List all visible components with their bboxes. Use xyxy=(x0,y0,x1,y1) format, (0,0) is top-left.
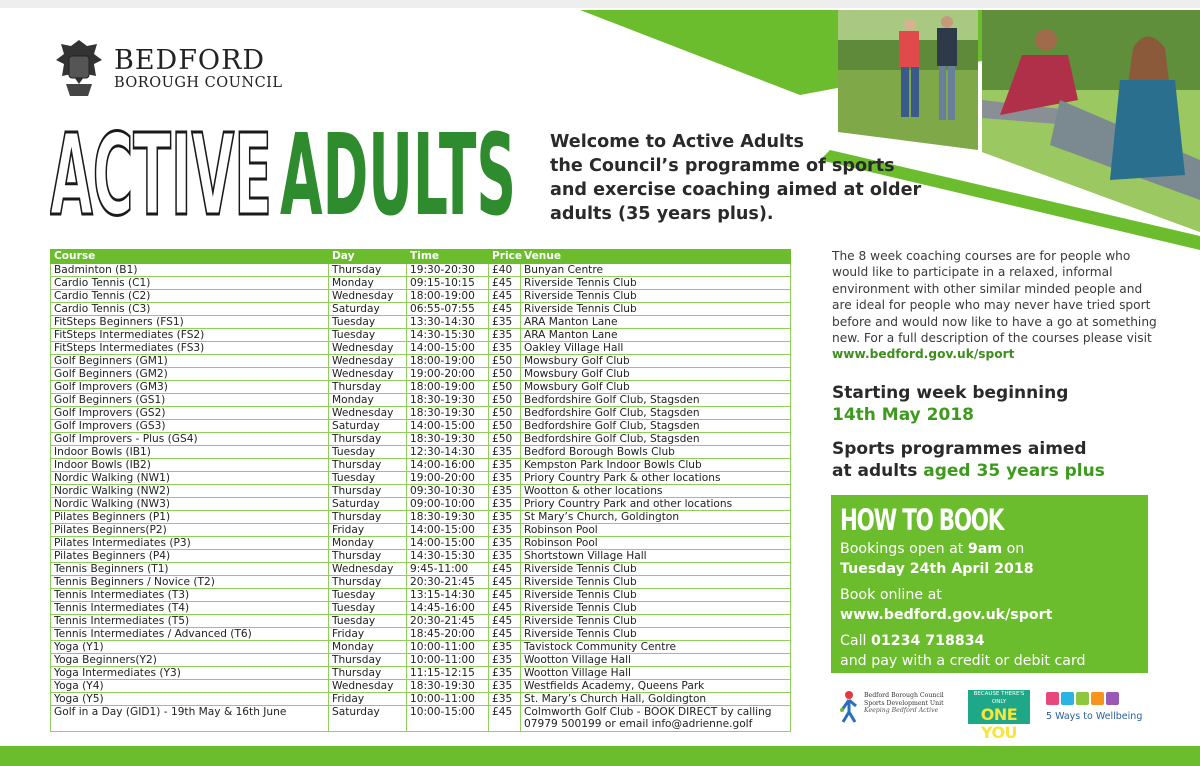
how-to-book-title: HOW TO BOOK xyxy=(840,503,1004,537)
cell-price: £50 xyxy=(489,355,521,368)
cell-course: Tennis Intermediates (T3) xyxy=(51,589,329,602)
cell-venue: Oakley Village Hall xyxy=(521,342,791,355)
cell-day: Friday xyxy=(329,524,407,537)
cell-venue: Bedfordshire Golf Club, Stagsden xyxy=(521,407,791,420)
cell-day: Thursday xyxy=(329,381,407,394)
cell-day: Tuesday xyxy=(329,472,407,485)
table-row xyxy=(51,680,791,693)
cell-day: Monday xyxy=(329,537,407,550)
cell-course: Cardio Tennis (C3) xyxy=(51,303,329,316)
cell-time: 18:30-19:30 xyxy=(407,407,489,420)
table-header-row xyxy=(51,250,791,264)
cell-venue: Robinson Pool xyxy=(521,537,791,550)
cell-price: £35 xyxy=(489,472,521,485)
sdu-line-2: Sports Development Unit xyxy=(864,699,944,707)
cell-price: £35 xyxy=(489,485,521,498)
cell-day: Thursday xyxy=(329,485,407,498)
cell-course: Yoga (Y1) xyxy=(51,641,329,654)
cell-course: Tennis Beginners / Novice (T2) xyxy=(51,576,329,589)
cell-time: 10:00-11:00 xyxy=(407,654,489,667)
cell-day: Saturday xyxy=(329,706,407,732)
cell-course: Golf in a Day (GID1) - 19th May & 16th June xyxy=(51,706,329,732)
cell-venue: Riverside Tennis Club xyxy=(521,589,791,602)
table-row xyxy=(51,420,791,433)
cell-day: Thursday xyxy=(329,433,407,446)
cell-course: Yoga Intermediates (Y3) xyxy=(51,667,329,680)
header-course: Course xyxy=(51,250,329,264)
cell-venue: Riverside Tennis Club xyxy=(521,602,791,615)
intro-text: The 8 week coaching courses are for people who would like to participate in a relaxed, informal environment with other similar minded people and are ideal for people who may never have tried sport before and would now like to have a go at something new. For a full description of the courses please visit xyxy=(832,249,1157,346)
cell-price: £45 xyxy=(489,576,521,589)
start-date: 14th May 2018 xyxy=(832,405,974,425)
cell-venue: St. Mary’s Church Hall, Goldington xyxy=(521,693,791,706)
start-line-1: Starting week beginning xyxy=(832,383,1069,403)
cell-day: Friday xyxy=(329,693,407,706)
cell-time: 10:00-15:00 xyxy=(407,706,489,732)
cell-day: Wednesday xyxy=(329,368,407,381)
cell-course: Yoga Beginners(Y2) xyxy=(51,654,329,667)
cell-time: 06:55-07:55 xyxy=(407,303,489,316)
cell-venue: Wootton Village Hall xyxy=(521,667,791,680)
cell-price: £35 xyxy=(489,498,521,511)
cell-course: Golf Improvers (GM3) xyxy=(51,381,329,394)
cell-course: Tennis Intermediates (T5) xyxy=(51,615,329,628)
table-row xyxy=(51,459,791,472)
welcome-line-4: adults (35 years plus). xyxy=(550,204,774,224)
aimed-line-1: Sports programmes aimed xyxy=(832,439,1087,459)
cell-time: 19:00-20:00 xyxy=(407,472,489,485)
booking-open-c: on xyxy=(1002,541,1025,557)
cell-course: Tennis Intermediates (T4) xyxy=(51,602,329,615)
cell-day: Saturday xyxy=(329,498,407,511)
cell-course: Yoga (Y5) xyxy=(51,693,329,706)
partner-logos xyxy=(836,688,1166,742)
booking-open-a: Bookings open at xyxy=(840,541,968,557)
cell-price: £40 xyxy=(489,264,521,277)
cell-time: 09:00-10:00 xyxy=(407,498,489,511)
cell-price: £45 xyxy=(489,589,521,602)
council-crest-icon xyxy=(52,38,106,100)
cell-day: Thursday xyxy=(329,264,407,277)
table-row xyxy=(51,277,791,290)
table-row xyxy=(51,511,791,524)
cell-time: 18:00-19:00 xyxy=(407,290,489,303)
cell-time: 19:30-20:30 xyxy=(407,264,489,277)
five-ways-label: 5 Ways to Wellbeing xyxy=(1046,711,1143,722)
cell-price: £35 xyxy=(489,693,521,706)
cell-venue: Riverside Tennis Club xyxy=(521,628,791,641)
cell-time: 14:30-15:30 xyxy=(407,550,489,563)
table-row xyxy=(51,641,791,654)
cell-day: Tuesday xyxy=(329,615,407,628)
cell-time: 18:30-19:30 xyxy=(407,433,489,446)
cell-price: £50 xyxy=(489,407,521,420)
cell-price: £45 xyxy=(489,303,521,316)
table-row xyxy=(51,472,791,485)
cell-course: Golf Improvers - Plus (GS4) xyxy=(51,433,329,446)
table-row xyxy=(51,368,791,381)
table-row xyxy=(51,498,791,511)
table-row xyxy=(51,407,791,420)
table-row xyxy=(51,615,791,628)
table-row xyxy=(51,303,791,316)
cell-time: 18:30-19:30 xyxy=(407,511,489,524)
cell-time: 14:30-15:30 xyxy=(407,329,489,342)
cell-course: Golf Beginners (GS1) xyxy=(51,394,329,407)
cell-price: £35 xyxy=(489,329,521,342)
walkers-photo xyxy=(838,10,978,150)
cell-price: £35 xyxy=(489,524,521,537)
cell-time: 14:00-15:00 xyxy=(407,524,489,537)
table-row xyxy=(51,693,791,706)
booking-open-date: Tuesday 24th April 2018 xyxy=(840,561,1034,577)
cell-price: £35 xyxy=(489,654,521,667)
table-row xyxy=(51,433,791,446)
bottom-bar xyxy=(0,746,1200,766)
five-ways-logo xyxy=(1046,692,1156,726)
cell-venue: Kempston Park Indoor Bowls Club xyxy=(521,459,791,472)
cell-venue: Mowsbury Golf Club xyxy=(521,368,791,381)
welcome-text xyxy=(550,130,950,226)
cell-day: Thursday xyxy=(329,654,407,667)
cell-venue: Mowsbury Golf Club xyxy=(521,355,791,368)
welcome-line-2: the Council’s programme of sports xyxy=(550,156,895,176)
aimed-block xyxy=(832,438,1172,482)
cell-price: £35 xyxy=(489,446,521,459)
cell-course: Indoor Bowls (IB2) xyxy=(51,459,329,472)
cell-course: Pilates Beginners (P1) xyxy=(51,511,329,524)
table-row xyxy=(51,628,791,641)
one-you-tagline: BECAUSE THERE'S ONLY xyxy=(973,691,1025,705)
table-row xyxy=(51,381,791,394)
cell-price: £50 xyxy=(489,368,521,381)
booking-online-url[interactable]: www.bedford.gov.uk/sport xyxy=(840,607,1053,623)
start-date-block xyxy=(832,382,1162,426)
course-rows xyxy=(51,264,791,732)
cell-day: Wednesday xyxy=(329,290,407,303)
one-you-logo xyxy=(968,690,1030,742)
council-logo xyxy=(52,38,283,100)
table-row xyxy=(51,563,791,576)
cell-course: Golf Improvers (GS2) xyxy=(51,407,329,420)
cell-venue: Wootton Village Hall xyxy=(521,654,791,667)
cell-price: £35 xyxy=(489,342,521,355)
cell-price: £50 xyxy=(489,394,521,407)
sports-development-logo xyxy=(836,688,956,728)
cell-day: Thursday xyxy=(329,576,407,589)
cell-time: 14:45-16:00 xyxy=(407,602,489,615)
sdu-line-1: Bedford Borough Council xyxy=(864,692,944,699)
cell-price: £50 xyxy=(489,381,521,394)
aimed-age: aged 35 years plus xyxy=(923,461,1105,481)
headline-word-adults: ADULTS xyxy=(280,116,516,224)
header-time: Time xyxy=(407,250,489,264)
cell-time: 13:15-14:30 xyxy=(407,589,489,602)
cell-course: Nordic Walking (NW3) xyxy=(51,498,329,511)
table-row xyxy=(51,264,791,277)
cell-venue: Colmworth Golf Club - BOOK DIRECT by calling 07979 500199 or email info@adrienne.golf xyxy=(521,706,791,732)
booking-call-label: Call xyxy=(840,633,871,649)
cell-day: Tuesday xyxy=(329,602,407,615)
cell-venue: Bedfordshire Golf Club, Stagsden xyxy=(521,394,791,407)
cell-venue: Riverside Tennis Club xyxy=(521,563,791,576)
cell-price: £45 xyxy=(489,615,521,628)
cell-day: Monday xyxy=(329,641,407,654)
table-row xyxy=(51,706,791,732)
cell-time: 18:00-19:00 xyxy=(407,381,489,394)
cell-venue: Priory Country Park and other locations xyxy=(521,498,791,511)
cell-course: Yoga (Y4) xyxy=(51,680,329,693)
cell-venue: Riverside Tennis Club xyxy=(521,303,791,316)
cell-day: Wednesday xyxy=(329,342,407,355)
cell-time: 09:15-10:15 xyxy=(407,277,489,290)
cell-course: Golf Beginners (GM1) xyxy=(51,355,329,368)
table-row xyxy=(51,355,791,368)
aimed-line-2a: at adults xyxy=(832,461,924,481)
cell-course: Pilates Intermediates (P3) xyxy=(51,537,329,550)
cell-course: Tennis Intermediates / Advanced (T6) xyxy=(51,628,329,641)
cell-day: Wednesday xyxy=(329,563,407,576)
cell-day: Monday xyxy=(329,394,407,407)
cell-course: Cardio Tennis (C1) xyxy=(51,277,329,290)
cell-price: £35 xyxy=(489,459,521,472)
sports-figure-icon xyxy=(838,690,860,724)
cell-time: 10:00-11:00 xyxy=(407,641,489,654)
cell-price: £50 xyxy=(489,433,521,446)
cell-venue: Tavistock Community Centre xyxy=(521,641,791,654)
cell-course: Nordic Walking (NW1) xyxy=(51,472,329,485)
cell-time: 18:45-20:00 xyxy=(407,628,489,641)
cell-day: Thursday xyxy=(329,511,407,524)
cell-course: FitSteps Intermediates (FS2) xyxy=(51,329,329,342)
cell-day: Thursday xyxy=(329,550,407,563)
table-row xyxy=(51,342,791,355)
cell-time: 11:15-12:15 xyxy=(407,667,489,680)
table-row xyxy=(51,524,791,537)
cell-venue: Riverside Tennis Club xyxy=(521,576,791,589)
table-row xyxy=(51,329,791,342)
header-venue: Venue xyxy=(521,250,791,264)
cell-day: Monday xyxy=(329,277,407,290)
table-row xyxy=(51,602,791,615)
cell-price: £35 xyxy=(489,550,521,563)
cell-day: Saturday xyxy=(329,420,407,433)
cell-day: Tuesday xyxy=(329,589,407,602)
table-row xyxy=(51,654,791,667)
five-ways-icons xyxy=(1046,692,1156,705)
cell-venue: Riverside Tennis Club xyxy=(521,277,791,290)
intro-url-link[interactable]: www.bedford.gov.uk/sport xyxy=(832,347,1015,362)
cell-course: Golf Improvers (GS3) xyxy=(51,420,329,433)
cell-price: £35 xyxy=(489,511,521,524)
cell-venue: ARA Manton Lane xyxy=(521,329,791,342)
booking-online-label: Book online at xyxy=(840,587,942,603)
cell-venue: Wootton & other locations xyxy=(521,485,791,498)
cell-price: £45 xyxy=(489,628,521,641)
cell-day: Friday xyxy=(329,628,407,641)
cell-time: 14:00-15:00 xyxy=(407,420,489,433)
cell-day: Wednesday xyxy=(329,680,407,693)
table-row xyxy=(51,290,791,303)
cell-time: 18:00-19:00 xyxy=(407,355,489,368)
cell-day: Wednesday xyxy=(329,355,407,368)
cell-time: 14:00-16:00 xyxy=(407,459,489,472)
cell-price: £45 xyxy=(489,602,521,615)
one-you-title: ONE YOU xyxy=(980,705,1018,742)
cell-price: £45 xyxy=(489,706,521,732)
cell-venue: Bedfordshire Golf Club, Stagsden xyxy=(521,420,791,433)
cell-day: Tuesday xyxy=(329,329,407,342)
course-table xyxy=(50,249,791,732)
cell-venue: Riverside Tennis Club xyxy=(521,290,791,303)
cell-venue: Priory Country Park & other locations xyxy=(521,472,791,485)
cell-price: £35 xyxy=(489,316,521,329)
cell-venue: Westfields Academy, Queens Park xyxy=(521,680,791,693)
cell-venue: ARA Manton Lane xyxy=(521,316,791,329)
cell-day: Thursday xyxy=(329,667,407,680)
headline-word-active: ACTIVE xyxy=(50,116,272,224)
cell-time: 18:30-19:30 xyxy=(407,394,489,407)
cell-day: Thursday xyxy=(329,459,407,472)
cell-time: 20:30-21:45 xyxy=(407,576,489,589)
cell-venue: St Mary’s Church, Goldington xyxy=(521,511,791,524)
cell-price: £35 xyxy=(489,667,521,680)
cell-time: 10:00-11:00 xyxy=(407,693,489,706)
cell-day: Saturday xyxy=(329,303,407,316)
booking-open-time: 9am xyxy=(967,541,1003,557)
cell-time: 18:30-19:30 xyxy=(407,680,489,693)
table-row xyxy=(51,576,791,589)
cell-time: 13:30-14:30 xyxy=(407,316,489,329)
council-name-line1: BEDFORD xyxy=(114,45,266,76)
cell-venue: Mowsbury Golf Club xyxy=(521,381,791,394)
cell-course: Nordic Walking (NW2) xyxy=(51,485,329,498)
cell-venue: Bedford Borough Bowls Club xyxy=(521,446,791,459)
council-name-line2: BOROUGH COUNCIL xyxy=(114,75,283,91)
cell-price: £35 xyxy=(489,537,521,550)
cell-course: Cardio Tennis (C2) xyxy=(51,290,329,303)
cell-time: 12:30-14:30 xyxy=(407,446,489,459)
cell-price: £50 xyxy=(489,420,521,433)
cell-price: £45 xyxy=(489,563,521,576)
table-row xyxy=(51,667,791,680)
cell-day: Tuesday xyxy=(329,446,407,459)
cell-price: £45 xyxy=(489,277,521,290)
welcome-line-1: Welcome to Active Adults xyxy=(550,132,804,152)
cell-time: 9:45-11:00 xyxy=(407,563,489,576)
cell-venue: Bedfordshire Golf Club, Stagsden xyxy=(521,433,791,446)
cell-venue: Robinson Pool xyxy=(521,524,791,537)
table-row xyxy=(51,550,791,563)
booking-phone[interactable]: 01234 718834 xyxy=(871,633,985,649)
table-row xyxy=(51,537,791,550)
cell-price: £35 xyxy=(489,641,521,654)
welcome-line-3: and exercise coaching aimed at older xyxy=(550,180,922,200)
cell-price: £45 xyxy=(489,290,521,303)
cell-course: Golf Beginners (GM2) xyxy=(51,368,329,381)
cell-course: Badminton (B1) xyxy=(51,264,329,277)
cell-time: 20:30-21:45 xyxy=(407,615,489,628)
intro-paragraph xyxy=(832,248,1162,363)
cell-price: £35 xyxy=(489,680,521,693)
table-row xyxy=(51,589,791,602)
cell-venue: Shortstown Village Hall xyxy=(521,550,791,563)
cell-day: Tuesday xyxy=(329,316,407,329)
headline xyxy=(50,116,530,224)
table-row xyxy=(51,316,791,329)
cell-course: Indoor Bowls (IB1) xyxy=(51,446,329,459)
cell-course: Pilates Beginners (P4) xyxy=(51,550,329,563)
cell-course: Tennis Beginners (T1) xyxy=(51,563,329,576)
cell-time: 19:00-20:00 xyxy=(407,368,489,381)
cell-time: 09:30-10:30 xyxy=(407,485,489,498)
cell-course: FitSteps Intermediates (FS3) xyxy=(51,342,329,355)
cell-time: 14:00-15:00 xyxy=(407,342,489,355)
cell-venue: Bunyan Centre xyxy=(521,264,791,277)
header-price: Price xyxy=(489,250,521,264)
table-row xyxy=(51,485,791,498)
cell-course: FitSteps Beginners (FS1) xyxy=(51,316,329,329)
table-row xyxy=(51,394,791,407)
table-row xyxy=(51,446,791,459)
booking-pay-text: and pay with a credit or debit card xyxy=(840,653,1086,669)
header-day: Day xyxy=(329,250,407,264)
how-to-book-box xyxy=(831,495,1148,673)
cell-venue: Riverside Tennis Club xyxy=(521,615,791,628)
sdu-line-3: Keeping Bedford Active xyxy=(864,707,939,715)
cell-time: 14:00-15:00 xyxy=(407,537,489,550)
cell-day: Wednesday xyxy=(329,407,407,420)
cell-course: Pilates Beginners(P2) xyxy=(51,524,329,537)
